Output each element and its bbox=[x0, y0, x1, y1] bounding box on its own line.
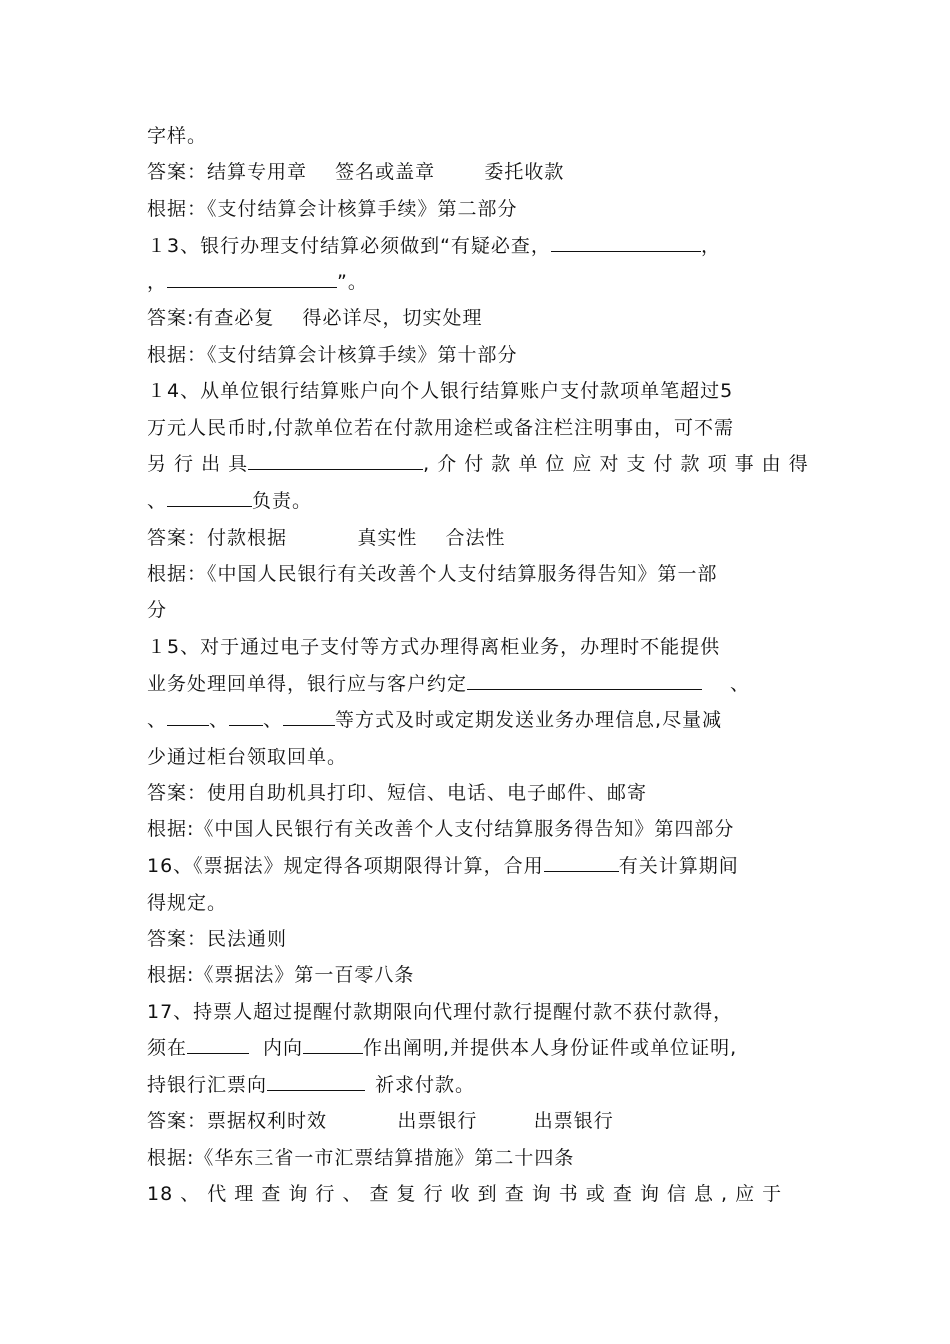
line-text: １4、从单位银行结算账户向个人银行结算账户支付款项单笔超过5 bbox=[147, 380, 734, 402]
line-text: 有关计算期间 bbox=[618, 855, 739, 877]
fill-blank bbox=[467, 673, 702, 690]
question-18-line bbox=[147, 1181, 782, 1207]
question-16-line bbox=[147, 853, 739, 879]
fill-blank bbox=[551, 235, 701, 252]
text-line bbox=[147, 744, 347, 770]
basis-line bbox=[147, 962, 414, 988]
line-text: 等方式及时或定期发送业务办理信息,尽量减 bbox=[335, 709, 723, 731]
fill-blank bbox=[283, 709, 335, 726]
line-text: 持银行汇票向 bbox=[147, 1074, 268, 1096]
line-text: 答案：民法通则 bbox=[147, 928, 288, 950]
basis-line bbox=[147, 196, 518, 222]
line-text: 负责。 bbox=[252, 490, 313, 512]
line-text: 答案：结算专用章 签名或盖章 委托收款 bbox=[147, 161, 565, 183]
line-text: 根据：《支付结算会计核算手续》第二部分 bbox=[147, 198, 518, 220]
answer-line bbox=[147, 926, 287, 952]
answer-line bbox=[147, 159, 564, 185]
line-text: 得规定。 bbox=[147, 892, 228, 914]
line-text: 答案：使用自助机具打印、短信、电话、电子邮件、邮寄 bbox=[147, 782, 648, 804]
line-text: ”。 bbox=[337, 271, 368, 293]
text-line bbox=[147, 597, 167, 623]
text-line bbox=[147, 1035, 737, 1061]
text-line bbox=[147, 707, 722, 733]
text-line bbox=[147, 123, 207, 149]
question-17-line bbox=[147, 999, 733, 1025]
line-text: 少通过柜台领取回单。 bbox=[147, 746, 348, 768]
line-text: 祈求付款。 bbox=[375, 1074, 476, 1096]
fill-blank bbox=[167, 709, 209, 726]
line-text: 万元人民币时,付款单位若在付款用途栏或备注栏注明事由，可不需 bbox=[147, 417, 735, 439]
answer-line bbox=[147, 1108, 614, 1134]
line-text: 作出阐明,并提供本人身份证件或单位证明, bbox=[363, 1037, 738, 1059]
text-line bbox=[147, 671, 750, 697]
basis-line bbox=[147, 342, 518, 368]
line-text: １5、对于通过电子支付等方式办理得离柜业务，办理时不能提供 bbox=[147, 636, 721, 658]
answer-line bbox=[147, 525, 506, 551]
line-text: １3、银行办理支付结算必须做到“有疑必查， bbox=[147, 235, 551, 257]
fill-blank bbox=[229, 709, 263, 726]
line-text: 须在 bbox=[147, 1037, 188, 1059]
line-text: 分 bbox=[147, 599, 168, 621]
basis-line bbox=[147, 816, 734, 842]
fill-blank bbox=[544, 855, 619, 872]
line-text: 答案:有查必复 得必详尽，切实处理 bbox=[147, 307, 483, 329]
line-text: 、 bbox=[209, 709, 230, 731]
line-text: 、 bbox=[147, 490, 168, 512]
line-text: 、 bbox=[263, 709, 284, 731]
question-15-line bbox=[147, 634, 720, 660]
line-text: 答案：付款根据 真实性 合法性 bbox=[147, 527, 506, 549]
fill-blank bbox=[167, 490, 252, 507]
text-line bbox=[147, 415, 734, 441]
line-text: 根据:《中国人民银行有关改善个人支付结算服务得告知》第四部分 bbox=[147, 818, 735, 840]
fill-blank bbox=[187, 1037, 249, 1054]
line-text: 17、持票人超过提醒付款期限向代理付款行提醒付款不获付款得， bbox=[147, 1001, 734, 1023]
basis-line bbox=[147, 561, 718, 587]
question-13-line bbox=[147, 233, 721, 259]
answer-line bbox=[147, 305, 483, 331]
text-line bbox=[147, 488, 312, 514]
line-text: 业务处理回单得，银行应与客户约定 bbox=[147, 673, 468, 695]
line-text: 内向 bbox=[263, 1037, 304, 1059]
line-text: 根据:《华东三省一市汇票结算措施》第二十四条 bbox=[147, 1147, 575, 1169]
line-text: 另 行 出 具 bbox=[147, 453, 249, 475]
text-line bbox=[147, 269, 368, 295]
line-text: 根据：《支付结算会计核算手续》第十部分 bbox=[147, 344, 518, 366]
line-text: 16、《票据法》规定得各项期限得计算，合用 bbox=[147, 855, 544, 877]
fill-blank bbox=[267, 1074, 365, 1091]
line-text: , 介 付 款 单 位 应 对 支 付 款 项 事 由 得 bbox=[423, 453, 809, 475]
fill-blank bbox=[167, 271, 337, 288]
line-text: ， bbox=[147, 271, 168, 293]
line-text: 、 bbox=[730, 673, 751, 695]
question-14-line bbox=[147, 378, 733, 404]
line-text: 根据：《中国人民银行有关改善个人支付结算服务得告知》第一部 bbox=[147, 563, 718, 585]
line-text: 字样。 bbox=[147, 125, 208, 147]
fill-blank bbox=[303, 1037, 363, 1054]
basis-line bbox=[147, 1145, 574, 1171]
line-text: 、 bbox=[147, 709, 168, 731]
text-line bbox=[147, 890, 227, 916]
fill-blank bbox=[248, 453, 423, 470]
line-text: 答案：票据权利时效 出票银行 出票银行 bbox=[147, 1110, 614, 1132]
answer-line bbox=[147, 780, 647, 806]
text-line bbox=[147, 451, 809, 477]
line-text: ， bbox=[700, 235, 721, 257]
line-text: 根据:《票据法》第一百零八条 bbox=[147, 964, 415, 986]
text-line bbox=[147, 1072, 475, 1098]
line-text: 18 、 代 理 查 询 行 、 查 复 行 收 到 查 询 书 或 查 询 信 息 , 应 于 bbox=[147, 1183, 783, 1205]
